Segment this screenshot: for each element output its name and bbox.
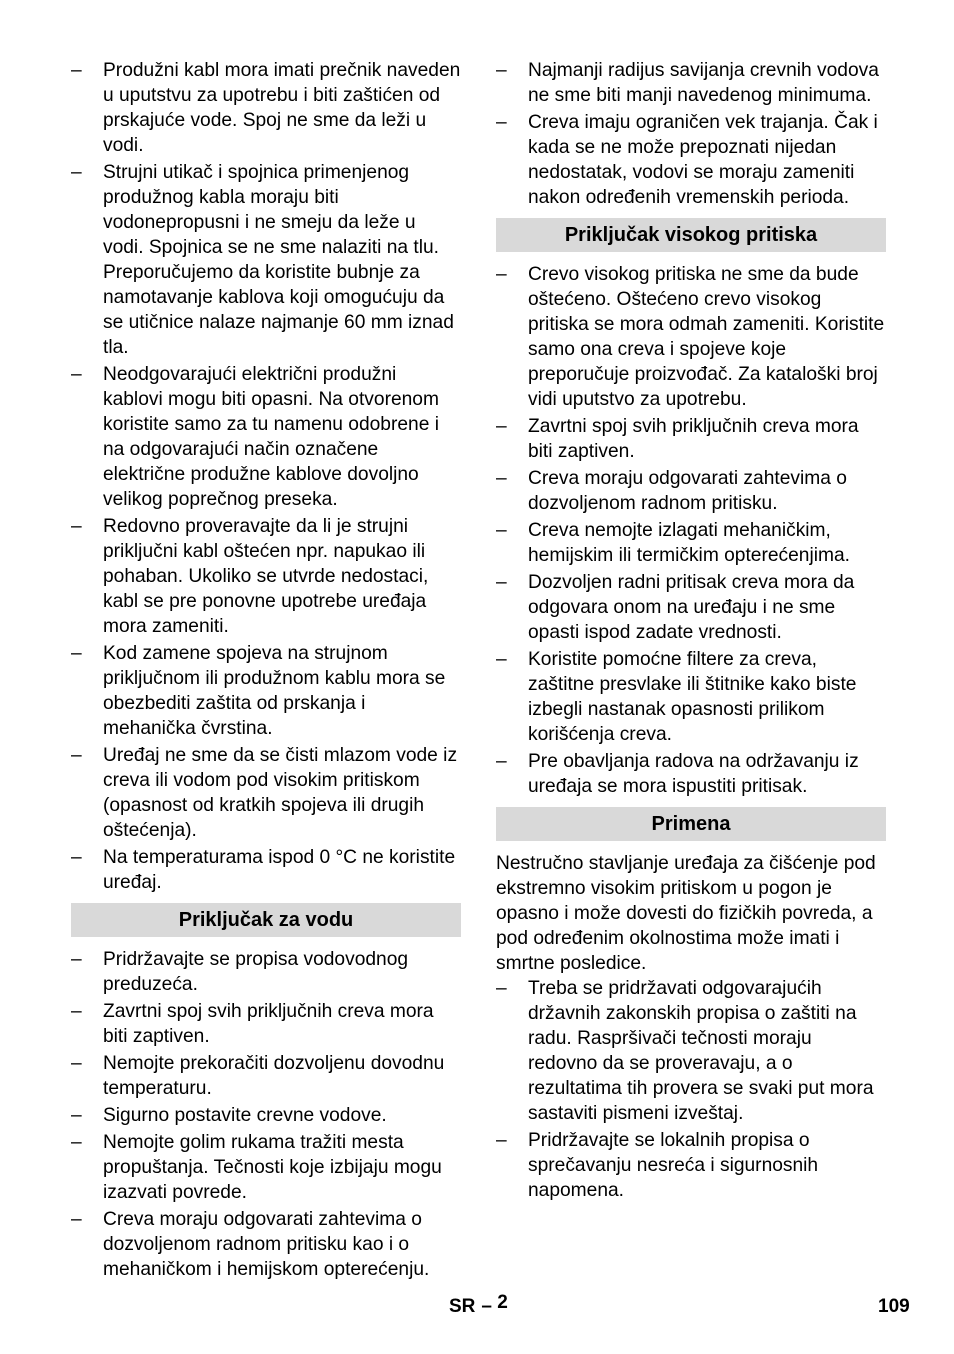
list-item — [496, 58, 886, 108]
dash-bullet: – — [71, 1105, 82, 1126]
right-list-3 — [496, 976, 886, 1203]
dash-bullet: – — [71, 1053, 82, 1074]
list-item-text: Najmanji radijus savijanja crevnih vodova ne sme biti manji navedenog minimuma. — [528, 60, 879, 106]
list-item — [71, 743, 461, 843]
list-item-text: Redovno proveravajte da li je strujni priključni kabl oštećen npr. napukao ili pohaban. Ukoliko se utvrde nedostaci, kabl se pre ponovne upotrebe uređaja mora zameniti. — [103, 516, 429, 637]
list-item — [71, 947, 461, 997]
list-item — [71, 641, 461, 741]
section-heading-high-pressure: Priključak visokog pritiska — [496, 218, 886, 252]
right-list-2 — [496, 262, 886, 799]
dash-bullet: – — [496, 416, 507, 437]
list-item-text: Sigurno postavite crevne vodove. — [103, 1105, 387, 1126]
list-item — [71, 1051, 461, 1101]
dash-bullet: – — [496, 112, 507, 133]
footer-section-label — [449, 1292, 508, 1318]
list-item-text: Nemojte golim rukama tražiti mesta propuštanja. Tečnosti koje izbijaju mogu izazvati povrede. — [103, 1132, 442, 1203]
list-item-text: Dozvoljen radni pritisak creva mora da odgovara onom na uređaju i ne sme opasti ispod zadate vrednosti. — [528, 572, 855, 643]
dash-bullet: – — [496, 1130, 507, 1151]
list-item — [71, 514, 461, 639]
list-item-text: Crevo visokog pritiska ne sme da bude oštećeno. Oštećeno crevo visokog pritiska se mora odmah zameniti. Koristite samo ona creva i spojeve koje preporučuje proizvođač. Za kataloški broj vidi uputstvo za upotrebu. — [528, 264, 885, 410]
list-item — [71, 1130, 461, 1205]
dash-bullet: – — [496, 978, 507, 999]
footer-section-page: 2 — [497, 1292, 508, 1313]
dash-bullet: – — [496, 264, 507, 285]
dash-bullet: – — [71, 60, 82, 81]
list-item — [496, 570, 886, 645]
list-item-text: Uređaj ne sme da se čisti mlazom vode iz creva ili vodom pod visokim pritiskom (opasnost od kratkih spojeva ili drugih oštećenja). — [103, 745, 458, 841]
dash-bullet: – — [496, 649, 507, 670]
section-heading-usage: Primena — [496, 807, 886, 841]
list-item-text: Produžni kabl mora imati prečnik naveden u uputstvu za upotrebu i biti zaštićen od prskajuće vode. Spoj ne sme da leži u vodi. — [103, 60, 461, 156]
list-item — [496, 262, 886, 412]
list-item-text: Zavrtni spoj svih priključnih creva mora biti zaptiven. — [528, 416, 859, 462]
list-item — [496, 647, 886, 747]
dash-bullet: – — [496, 520, 507, 541]
left-column — [71, 58, 461, 1284]
dash-bullet: – — [71, 364, 82, 385]
dash-bullet: – — [71, 745, 82, 766]
list-item-text: Strujni utikač i spojnica primenjenog produžnog kabla moraju biti vodonepropusni i ne smeju da leže u vodi. Spojnica se ne sme nalaziti na tlu. Preporučujemo da koristite bubnje za namotavanje kablova koji omogućuju da se utičnice nalaze najmanje 60 mm iznad tla. — [103, 162, 454, 358]
list-item — [71, 58, 461, 158]
list-item-text: Creva moraju odgovarati zahtevima o dozvoljenom radnom pritisku kao i o mehaničkom i hemijskom opterećenju. — [103, 1209, 430, 1280]
dash-bullet: – — [496, 572, 507, 593]
list-item — [71, 845, 461, 895]
list-item — [71, 362, 461, 512]
list-item — [71, 160, 461, 360]
list-item-text: Zavrtni spoj svih priključnih creva mora biti zaptiven. — [103, 1001, 434, 1047]
dash-bullet: – — [71, 643, 82, 664]
left-list-1 — [71, 58, 461, 895]
list-item-text: Nemojte prekoračiti dozvoljenu dovodnu temperaturu. — [103, 1053, 445, 1099]
list-item — [496, 1128, 886, 1203]
dash-bullet: – — [71, 516, 82, 537]
list-item-text: Koristite pomoćne filtere za creva, zaštitne presvlake ili štitnike kako biste izbegli nastanak opasnosti prilikom korišćenja creva. — [528, 649, 857, 745]
dash-bullet: – — [71, 847, 82, 868]
section-heading-water: Priključak za vodu — [71, 903, 461, 937]
list-item-text: Creva imaju ograničen vek trajanja. Čak i kada se ne može prepoznati nijedan nedostatak, vodovi se moraju zameniti nakon određenih vremenskih perioda. — [528, 112, 878, 208]
list-item — [496, 110, 886, 210]
dash-bullet: – — [71, 1001, 82, 1022]
list-item-text: Pre obavljanja radova na održavanju iz uređaja se mora ispustiti pritisak. — [528, 751, 859, 797]
list-item — [496, 976, 886, 1126]
list-item — [71, 1103, 461, 1128]
right-list-1 — [496, 58, 886, 210]
list-item — [496, 414, 886, 464]
list-item-text: Kod zamene spojeva na strujnom priključnom ili produžnom kablu mora se obezbediti zaštita od prskanja i mehanička čvrstina. — [103, 643, 446, 739]
list-item — [496, 466, 886, 516]
list-item-text: Creva nemojte izlagati mehaničkim, hemijskim ili termičkim opterećenjima. — [528, 520, 850, 566]
left-list-2 — [71, 947, 461, 1282]
list-item-text: Na temperaturama ispod 0 °C ne koristite uređaj. — [103, 847, 456, 893]
list-item — [71, 999, 461, 1049]
dash-bullet: – — [496, 751, 507, 772]
list-item — [496, 749, 886, 799]
dash-bullet: – — [496, 468, 507, 489]
footer-lang: SR — [449, 1296, 476, 1317]
right-column — [496, 58, 886, 1205]
dash-bullet: – — [71, 162, 82, 183]
dash-bullet: – — [71, 1209, 82, 1230]
page-number: 109 — [878, 1296, 910, 1317]
list-item-text: Neodgovarajući električni produžni kablovi mogu biti opasni. Na otvorenom koristite samo za tu namenu odobrene i na odgovarajući način označene električne produžne kablove dovoljno velikog poprečnog preseka. — [103, 364, 439, 510]
list-item-text: Pridržavajte se propisa vodovodnog preduzeća. — [103, 949, 409, 995]
footer-dash: – — [481, 1296, 492, 1317]
list-item-text: Pridržavajte se lokalnih propisa o sprečavanju nesreća i sigurnosnih napomena. — [528, 1130, 819, 1201]
dash-bullet: – — [71, 1132, 82, 1153]
dash-bullet: – — [71, 949, 82, 970]
list-item-text: Creva moraju odgovarati zahtevima o dozvoljenom radnom pritisku. — [528, 468, 847, 514]
usage-paragraph: Nestručno stavljanje uređaja za čišćenje pod ekstremno visokim pritiskom u pogon je opasno i može dovesti do fizičkih povreda, a pod određenim okolnostima može imati i smrtne posledice. — [496, 853, 876, 974]
list-item-text: Treba se pridržavati odgovarajućih državnih zakonskih propisa o zaštiti na radu. Raspršivači tečnosti moraju redovno da se proveravaju, a o rezultatima tih provera se svaki put mora sastaviti pismeni izveštaj. — [528, 978, 874, 1124]
list-item — [496, 518, 886, 568]
list-item — [71, 1207, 461, 1282]
dash-bullet: – — [496, 60, 507, 81]
